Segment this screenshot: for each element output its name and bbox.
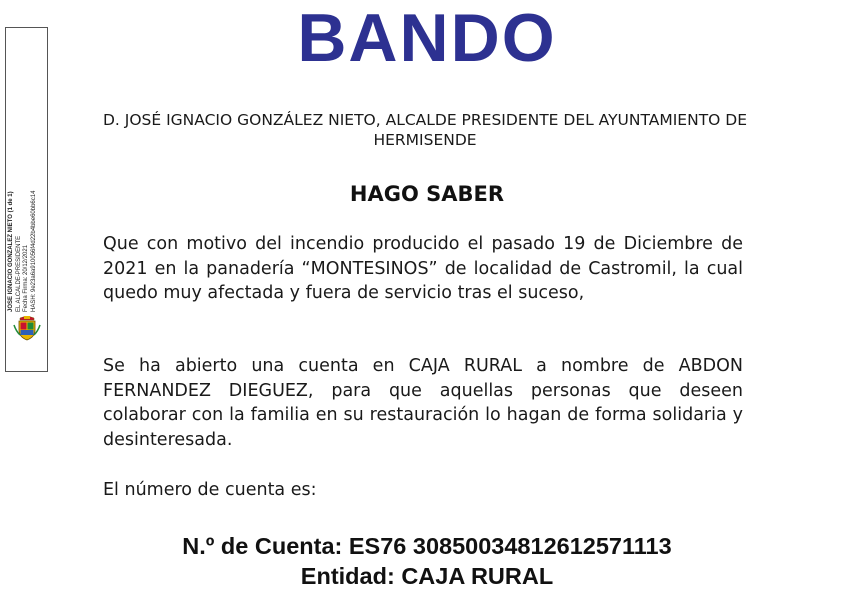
paragraph-account-intro: El número de cuenta es: [103,480,317,500]
bank-entity: Entidad: CAJA RURAL [300,563,554,589]
announcement-heading: HAGO SABER [349,182,505,206]
signature-date: Fecha Firma: 20/12/2021 [23,244,29,312]
issuing-authority: D. JOSÉ IGNACIO GONZÁLEZ NIETO, ALCALDE PRESIDENTE DEL AYUNTAMIENTO DE HERMISENDE [102,111,748,149]
paragraph-bank-account: Se ha abierto una cuenta en CAJA RURAL a nombre de ABDON FERNANDEZ DIEGUEZ, para que aquellas personas que deseen colaborar con la familia en su restauración lo hagan de forma solidaria y desinteresada. [103,356,743,450]
signature-signer: JOSE IGNACIO GONZALEZ NIETO (1 de 1) [8,191,14,312]
paragraph-fire-incident: Que con motivo del incendio producido el pasado 19 de Diciembre de 2021 en la panadería “MONTESINOS” de localidad de Castromil, la cual quedo muy afectada y fuera de servicio tras el suceso, [103,234,743,303]
municipal-coat-of-arms-icon [12,315,42,341]
signature-lines [8,191,38,312]
signature-role: EL ALCALDE-PRESIDENTE [15,235,22,312]
signature-hash: HASH: 9e23a6a910056f4d22b4bbe60bb6c14 [30,190,37,312]
account-number: N.º de Cuenta: ES76 30850034812612571113 [182,533,672,559]
document-title: BANDO [297,0,557,76]
